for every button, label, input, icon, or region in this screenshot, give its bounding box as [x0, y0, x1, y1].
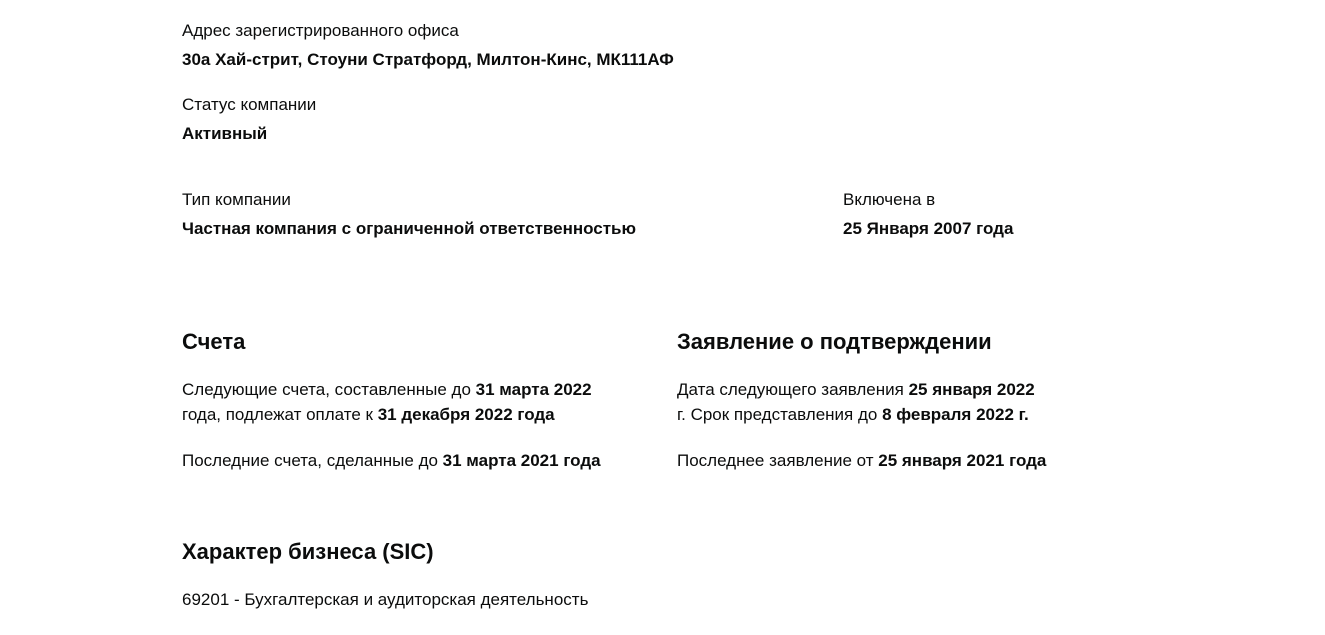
- accounts-last-prefix: Последние счета, сделанные до: [182, 451, 443, 470]
- accounts-next-line-2: [182, 402, 555, 427]
- registered-office-label: Адрес зарегистрированного офиса: [182, 21, 459, 40]
- sic-item: 69201 - Бухгалтерская и аудиторская деятельность: [182, 590, 589, 609]
- company-type-label: Тип компании: [182, 190, 291, 209]
- confirmation-next-line-1: [677, 377, 1035, 402]
- accounts-heading: Счета: [182, 329, 246, 354]
- accounts-last-made-up-to: 31 марта 2021 года: [442, 451, 601, 470]
- accounts-next-due: 31 декабря 2022 года: [377, 405, 555, 424]
- accounts-last-line: [182, 448, 601, 473]
- confirmation-next-due: 8 февраля 2022 г.: [882, 405, 1029, 424]
- accounts-next-made-up-to: 31 марта 2022: [475, 380, 592, 399]
- confirmation-next-line-2: [677, 402, 1029, 427]
- confirmation-next-mid: г. Срок представления до: [677, 405, 883, 424]
- confirmation-last-prefix: Последнее заявление от: [677, 451, 879, 470]
- accounts-next-line-1: [182, 377, 592, 402]
- confirmation-heading: Заявление о подтверждении: [677, 329, 992, 354]
- company-type-value: Частная компания с ограниченной ответственностью: [182, 219, 637, 238]
- company-status-label: Статус компании: [182, 95, 317, 114]
- incorporated-label: Включена в: [843, 190, 936, 209]
- registered-office-value: 30а Хай-стрит, Стоуни Стратфорд, Милтон-Кинс, МК111АФ: [182, 50, 674, 69]
- confirmation-next-date: 25 января 2022: [908, 380, 1035, 399]
- accounts-next-prefix: Следующие счета, составленные до: [182, 380, 476, 399]
- confirmation-next-prefix: Дата следующего заявления: [677, 380, 909, 399]
- company-status-value: Активный: [182, 124, 268, 143]
- confirmation-last-line: [677, 448, 1046, 473]
- accounts-next-mid: года, подлежат оплате к: [182, 405, 378, 424]
- confirmation-last-date: 25 января 2021 года: [878, 451, 1047, 470]
- sic-heading: Характер бизнеса (SIC): [182, 539, 434, 564]
- incorporated-value: 25 Января 2007 года: [843, 219, 1014, 238]
